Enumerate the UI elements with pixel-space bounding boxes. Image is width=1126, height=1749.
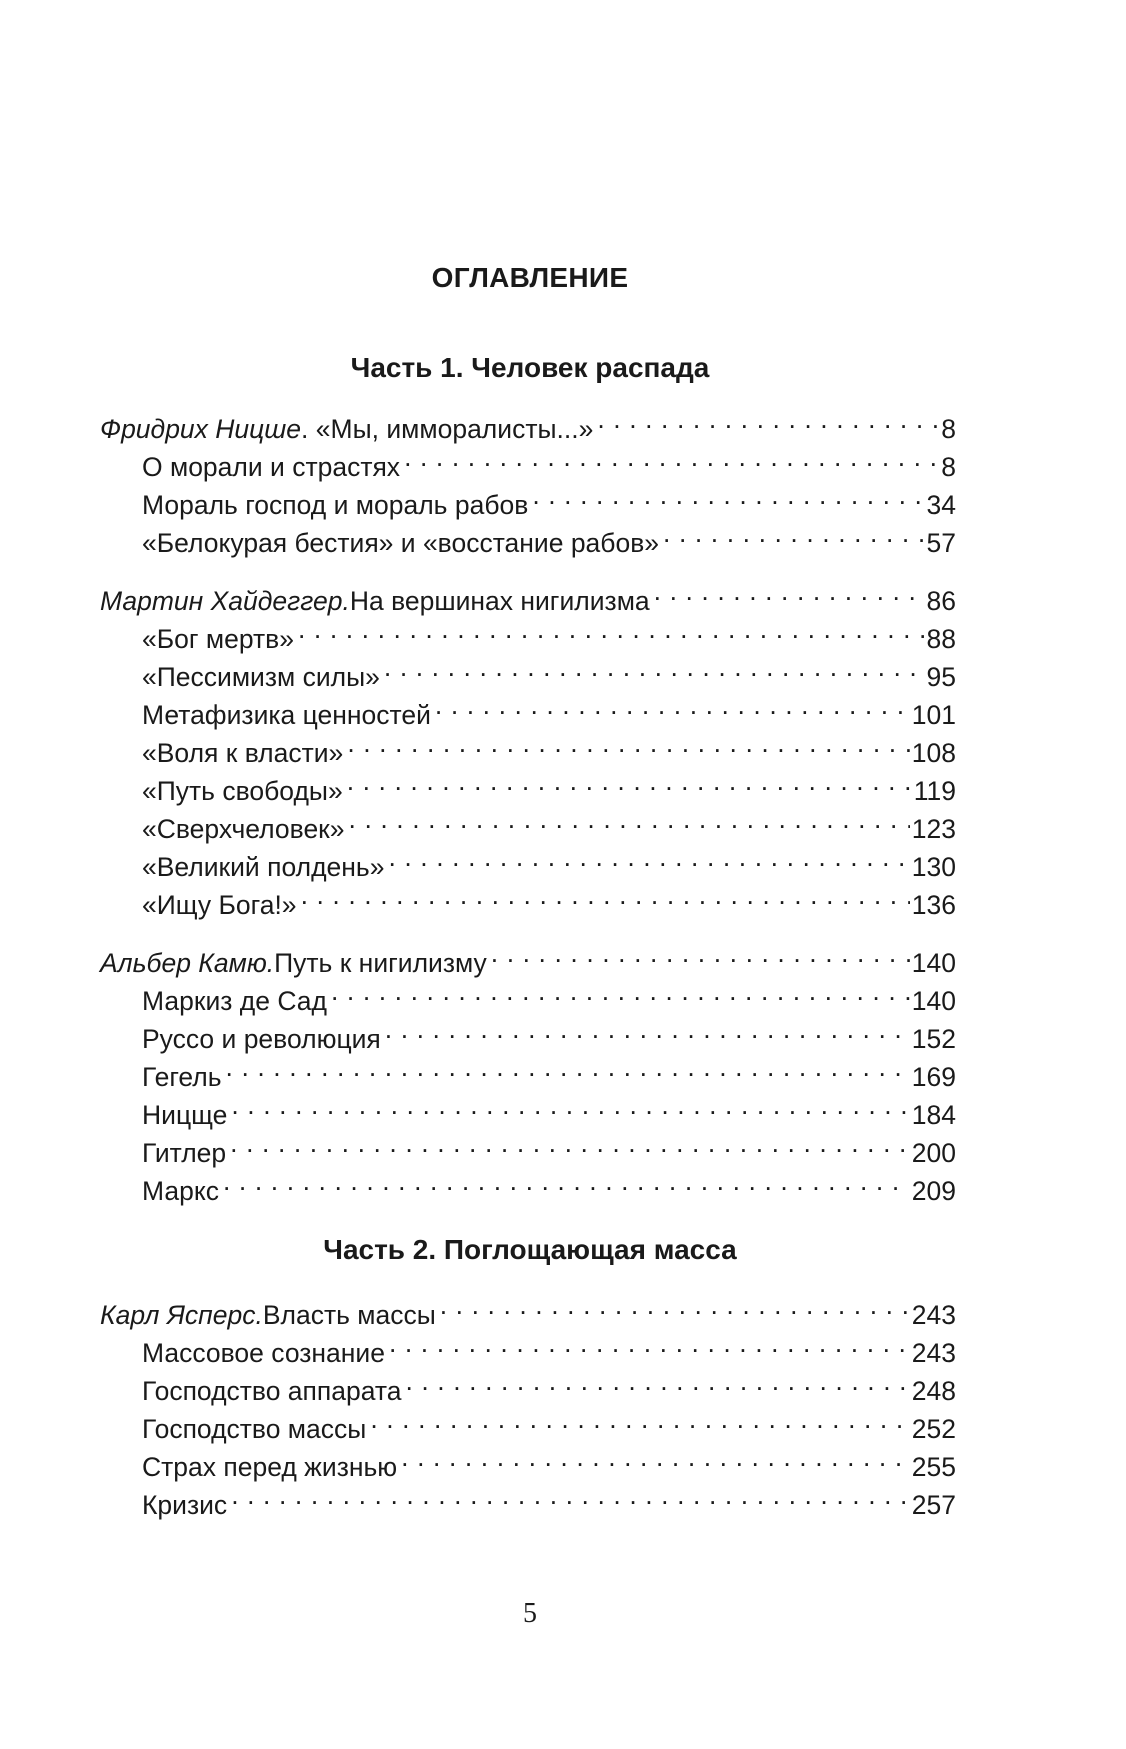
dot-leader [223,1162,910,1200]
page-ref: 200 [911,1138,956,1168]
page-ref: 34 [926,490,956,520]
subentry-title: Ницще [142,1100,228,1130]
subentry-title: Массовое сознание [142,1338,385,1368]
author-name: Фридрих Ницше [100,414,302,444]
page-ref: 243 [911,1300,956,1330]
dot-leader [226,1048,910,1086]
page-ref: 8 [941,452,956,482]
section-title: . «Мы, имморалисты...» [301,414,594,444]
dot-leader [405,1362,909,1400]
page-ref: 252 [911,1414,956,1444]
author-name: Мартин Хайдеггер. [100,586,350,616]
page-ref: 140 [911,948,956,978]
dot-leader [597,400,939,438]
page-ref: 88 [926,624,956,654]
page-ref: 101 [911,700,956,730]
dot-leader [440,1286,910,1324]
subentry-title: Маркиз де Сад [142,986,327,1016]
dot-leader [231,1086,909,1124]
dot-leader [385,1010,910,1048]
page-ref: 255 [911,1452,956,1482]
author-name: Карл Ясперс. [100,1300,263,1330]
page-number: 5 [523,1598,537,1629]
dot-leader [370,1400,909,1438]
dot-leader [663,514,924,552]
dot-leader [349,800,910,838]
subentry-title: Маркс [142,1176,219,1206]
part-2-heading: Часть 2. Поглощающая масса [323,1234,737,1265]
toc-entry[interactable] [100,1286,956,1330]
dot-leader [331,972,910,1010]
dot-leader [404,438,939,476]
page-ref: 119 [913,776,956,806]
subentry-title: Господство массы [142,1414,367,1444]
subentry-title: Руссо и революция [142,1024,381,1054]
author-name: Альбер Камю. [100,948,275,978]
toc-subentry[interactable] [100,1162,956,1206]
dot-leader [491,934,910,972]
page-ref: 8 [941,414,956,444]
subentry-title: О морали и страстях [142,452,401,482]
toc-entry[interactable] [100,400,956,444]
subentry-title: «Путь свободы» [142,776,343,806]
page-ref: 95 [926,662,956,692]
page-ref: 86 [926,586,956,616]
page-ref: 123 [911,814,956,844]
section-title: Путь к нигилизму [274,948,487,978]
subentry-title: «Бог мертв» [142,624,294,654]
page-ref: 184 [911,1100,956,1130]
dot-leader [230,1124,910,1162]
section-title: На вершинах нигилизма [349,586,650,616]
subentry-title: Страх перед жизнью [142,1452,398,1482]
subentry-title: «Великий полдень» [142,852,385,882]
toc-section-camus [100,934,956,1206]
page-ref: 248 [911,1376,956,1406]
dot-leader [231,1476,910,1514]
dot-leader [654,572,925,610]
subentry-title: «Сверхчеловек» [142,814,345,844]
page-ref: 140 [911,986,956,1016]
toc-subentry[interactable] [100,1086,956,1130]
dot-leader [298,610,925,648]
dot-leader [347,724,909,762]
dot-leader [301,876,910,914]
dot-leader [389,1324,910,1362]
subentry-title: Кризис [142,1490,228,1520]
toc-subentry[interactable] [100,1048,956,1092]
dot-leader [435,686,910,724]
section-title: Власть массы [262,1300,436,1330]
dot-leader [388,838,909,876]
subentry-title: Метафизика ценностей [142,700,431,730]
toc-subentry[interactable] [100,1124,956,1168]
page-ref: 130 [911,852,956,882]
toc-entry[interactable] [100,934,956,978]
subentry-title: Гитлер [142,1138,227,1168]
toc-section-nietzsche [100,400,956,558]
subentry-title: Мораль господ и мораль рабов [142,490,529,520]
page-ref: 108 [911,738,956,768]
dot-leader [347,762,912,800]
subentry-title: «Белокурая бестия» и «восстание рабов» [142,528,660,558]
part-1-heading: Часть 1. Человек распада [350,352,710,383]
page-ref: 57 [926,528,956,558]
subentry-title: «Воля к власти» [142,738,344,768]
toc-section-heidegger [100,572,956,920]
subentry-title: «Ищу Бога!» [142,890,297,920]
page-title: ОГЛАВЛЕНИЕ [431,262,629,293]
dot-leader [532,476,924,514]
dot-leader [401,1438,910,1476]
page-ref: 257 [911,1490,956,1520]
dot-leader [384,648,925,686]
page-ref: 243 [911,1338,956,1368]
page-ref: 209 [911,1176,956,1206]
subentry-title: Господство аппарата [142,1376,402,1406]
toc-section-jaspers [100,1286,956,1520]
subentry-title: «Пессимизм силы» [142,662,380,692]
page-ref: 152 [911,1024,956,1054]
subentry-title: Гегель [142,1062,222,1092]
page-ref: 169 [911,1062,956,1092]
toc-entry[interactable] [100,572,956,616]
page-ref: 136 [911,890,956,920]
